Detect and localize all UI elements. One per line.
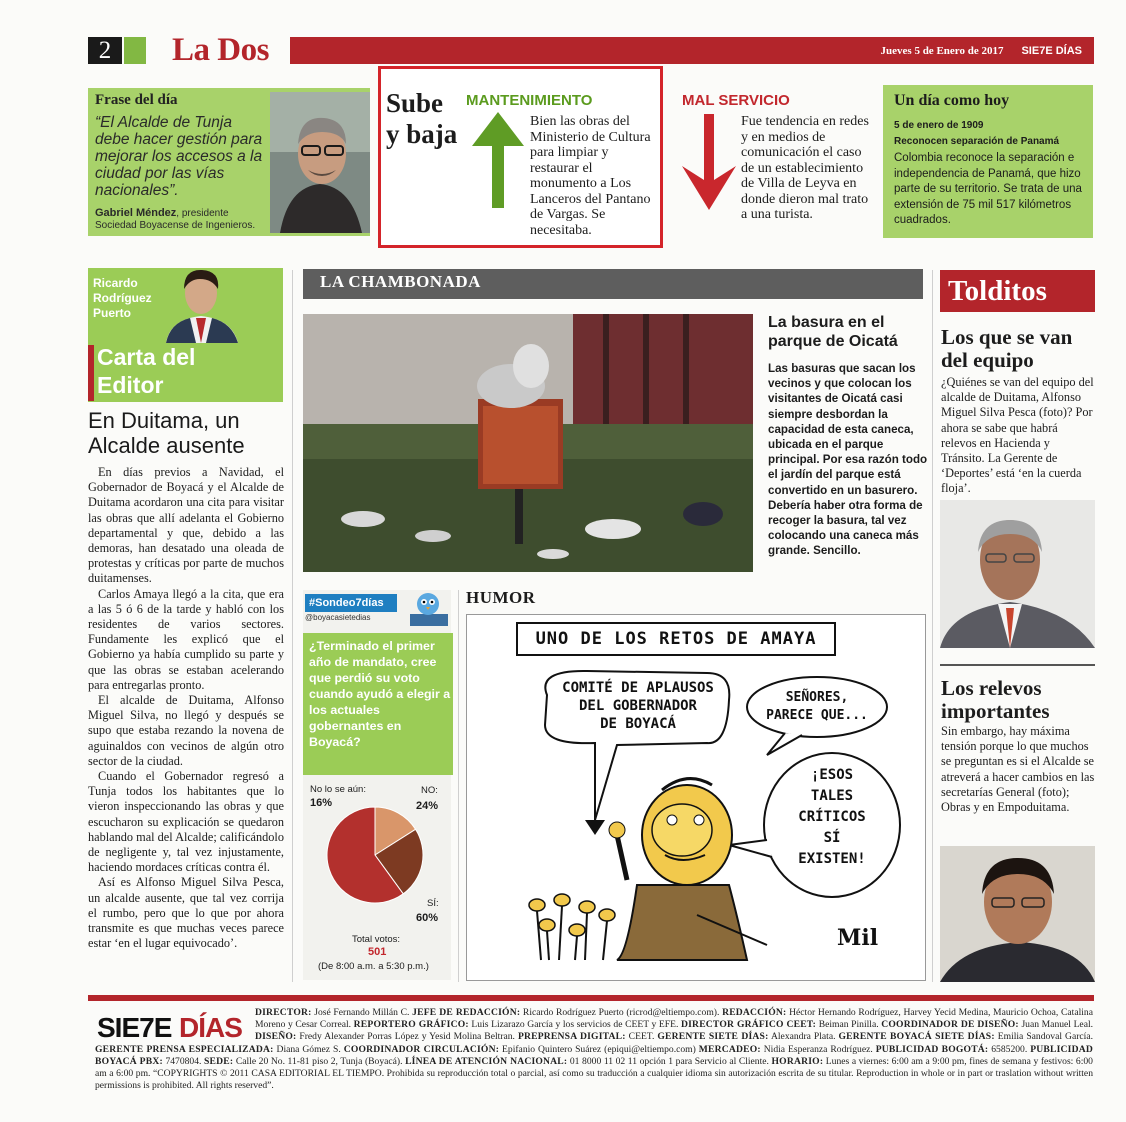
pie-label-si: SÍ: — [427, 898, 439, 909]
toldito-item1-photo — [940, 500, 1095, 648]
credit-value: Diana Gómez S. — [273, 1043, 344, 1055]
editor-paragraph: Carlos Amaya llegó a la cita, que era a las 5 ó 6 de la tarde y habló con los residentes de varios sectores. Fundamente les explicó que el Gobierno ya había cumplido su parte y que las obras se estaban acelerando para entregarlas pronto. — [88, 586, 284, 692]
carta-title-line1: Carta del — [97, 344, 196, 370]
credit-value: Calle 20 No. 11-81 piso 2, Tunja (Boyacá). — [233, 1055, 406, 1067]
toldito-item2-text: Sin embargo, hay máxima tensión porque lo que muchos se preguntan es si el Alcalde se atreverá a hacer cambios en las secretarías General (foto); Obras y en Empoduitama. — [941, 724, 1095, 815]
credit-label: PUBLICIDAD BOGOTÁ: — [875, 1043, 989, 1055]
footer-copyright: “COPYRIGHTS © 2011 CASA EDITORIAL EL TIEMPO. Prohibida su reproducción total o parcial, así como su traducción a cualquier idioma sin autorización escrita de su titular. Reproduction in whole or in part or traslation without written permissions is prohibited. All rights reserved”. — [95, 1068, 1093, 1092]
sube-baja-title — [386, 88, 457, 150]
up-label: MANTENIMIENTO — [466, 92, 593, 109]
credit-label: GERENTE SIETE DÍAS: — [657, 1031, 769, 1043]
svg-text:SIE7E: SIE7E — [97, 1012, 172, 1043]
column-rule — [458, 590, 459, 982]
un-dia-subtitle: Reconocen separación de Panamá — [894, 136, 1060, 147]
credit-label: LÍNEA DE ATENCIÓN NACIONAL: — [405, 1055, 568, 1067]
cartoon-sign-line1: COMITÉ DE APLAUSOS — [562, 680, 714, 696]
frase-author-photo — [270, 92, 370, 233]
credit-value: Nidia Esperanza Rodríguez. — [760, 1043, 876, 1055]
credit-label: COORDINADOR DE DISEÑO: — [881, 1019, 1019, 1031]
pie-value-no: 24% — [416, 800, 439, 812]
credit-value: CEET. — [625, 1031, 658, 1043]
pie-value-nose: 16% — [310, 797, 333, 809]
credit-label: REDACCIÓN: — [722, 1007, 787, 1018]
credit-value: Lunes a viernes: 6:00 am a 9:00 pm, fines de semana y festivos: 6:00 am a 6:00 pm. — [95, 1055, 1093, 1080]
editor-paragraph: Así es Alfonso Miguel Silva Pesca, un alcalde ausente, que tal vez corrija el rumbo, pero que lo que por ahora transmite es que muchas veces parece estar ‘en el lugar equivocado’. — [88, 875, 284, 951]
credit-value: José Fernando Millán C. — [311, 1007, 413, 1018]
sondeo-time-range: (De 8:00 a.m. a 5:30 p.m.) — [318, 961, 429, 972]
un-dia-date: 5 de enero de 1909 — [894, 120, 984, 131]
cartoon-sign-line3: DE BOYACÁ — [600, 716, 676, 732]
bubble2-line2: TALES — [810, 788, 854, 804]
editor-name-line3: Puerto — [93, 306, 132, 320]
frase-quote: “El Alcalde de Tunja debe hacer gestión para mejorar los accesos a la ciudad por las vías nacionales”. — [95, 114, 263, 199]
frase-author-name: Gabriel Méndez — [95, 207, 177, 219]
header-bar — [290, 37, 1094, 64]
un-dia-title: Un día como hoy — [894, 92, 1010, 109]
credit-value: 01 8000 11 02 11 opción 1 para Servicio al Cliente. — [567, 1055, 772, 1067]
editor-headline: En Duitama, un Alcalde ausente — [88, 408, 245, 458]
bubble1-line2: PARECE QUE... — [766, 708, 868, 723]
total-votes-label: Total votos: — [352, 934, 401, 945]
credit-label: COORDINADOR CIRCULACIÓN: — [343, 1043, 500, 1055]
cartoon-sign-line2: DEL GOBERNADOR — [578, 698, 697, 714]
pie-label-no: NO: — [421, 785, 438, 796]
editor-body — [88, 465, 284, 952]
header-date: Jueves 5 de Enero de 2017 — [880, 44, 1004, 57]
cartoon-bubble-2 — [772, 765, 892, 870]
credit-label: SEDE: — [204, 1055, 234, 1067]
header-green-strip — [124, 37, 146, 64]
arrow-up-icon — [470, 110, 526, 210]
editor-paragraph: El alcalde de Duitama, Alfonso Miguel Silva, no llegó y después se supo que estaba rezando la novena de aguinaldos con vecinos de algún otro sector de la ciudad. — [88, 693, 284, 768]
chambonada-photo — [303, 314, 753, 572]
bird-icon — [408, 590, 450, 628]
footer-credits — [95, 1007, 1093, 1092]
toldito-item1-text: ¿Quiénes se van del equipo del alcalde de Duitama, Alfonso Miguel Silva Pesca (foto)? Por ahora se sabe que habrá relevos en Hacienda y Tránsito. La Gerente de ‘Deportes’ está ‘en la cuerda floja’. — [941, 375, 1094, 496]
carta-title — [97, 343, 195, 399]
credit-value: Emilia Sandoval García. — [994, 1031, 1093, 1043]
un-dia-text: Colombia reconoce la separación e independencia de Panamá, que hizo parte de su territorio. Se trata de una extensión de 75 mil 517 kilómetros cuadrados. — [894, 152, 1082, 226]
credit-value: Ricardo Rodríguez Puerto (ricrod@eltiempo.com). — [520, 1007, 723, 1018]
sube-baja-title-line2: y baja — [386, 119, 458, 149]
toldito-item2-title: Los relevos importantes — [941, 676, 1050, 723]
credit-label: DIRECTOR: — [255, 1007, 312, 1018]
down-text: Fue tendencia en redes y en medios de comunicación el caso de un establecimiento de Villa de Leyva en donde dieron mal trato a una turista. — [741, 114, 869, 222]
credit-value: Epifanio Quintero Suárez (epiqui@eltiempo.com) — [499, 1043, 699, 1055]
toldito-item1-title: Los que se van del equipo — [941, 325, 1073, 372]
header-brand: SIE7E DÍAS — [1021, 44, 1082, 57]
bubble2-line5: EXISTEN! — [798, 851, 866, 867]
credit-value: Juan Manuel Leal. — [1018, 1019, 1094, 1031]
credit-value: 7470804. — [162, 1055, 204, 1067]
footer-bar — [88, 995, 1094, 1001]
column-rule — [932, 270, 933, 982]
bubble1-line1: SEÑORES, — [785, 690, 849, 705]
footer-logo — [95, 1007, 255, 1043]
bubble2-line1: ¡ESOS — [810, 767, 854, 783]
credit-value: Fredy Alexander Porras López y Yesid Molina Beltran. — [296, 1031, 518, 1043]
sondeo-question: ¿Terminado el primer año de mandato, cree que perdió su voto cuando ayudó a elegir a los actuales gobernantes en Boyacá? — [309, 639, 451, 749]
frase-author-org: Sociedad Boyacense de Ingenieros. — [95, 220, 256, 231]
sondeo-tag: #Sondeo7días — [305, 594, 397, 612]
chambonada-title: La basura en el parque de Oicatá — [768, 314, 898, 350]
page-number: 2 — [88, 37, 122, 64]
credit-label: JEFE DE REDACCIÓN: — [412, 1007, 521, 1018]
cartoonist-signature: Mil — [837, 925, 879, 951]
svg-text:DÍAS: DÍAS — [179, 1012, 242, 1043]
cartoon-title: UNO DE LOS RETOS DE AMAYA — [535, 629, 817, 649]
frase-author-role: , presidente — [176, 208, 229, 219]
frase-author — [95, 207, 285, 232]
up-text: Bien las obras del Ministerio de Cultura para limpiar y restaurar el monumento a Los Lanceros del Pantano de Vargas. Se necesitaba. — [530, 114, 651, 238]
toldito-item2-photo — [940, 846, 1095, 982]
credit-value: Alexandra Plata. — [768, 1031, 839, 1043]
editor-photo — [160, 263, 242, 343]
cartoon-sign — [543, 679, 733, 733]
column-rule — [292, 270, 293, 982]
toldito-section-title: Tolditos — [940, 270, 1095, 312]
bubble2-line3: CRÍTICOS — [798, 809, 866, 825]
credit-label: DISEÑO: — [255, 1031, 297, 1043]
sie7edias-logo — [95, 1007, 250, 1043]
editor-name-line2: Rodríguez — [93, 291, 152, 305]
arrow-down-icon — [680, 112, 738, 212]
down-label: MAL SERVICIO — [682, 92, 790, 109]
pie-label-nose: No lo se aún: — [310, 784, 366, 795]
sondeo-pie-chart — [325, 805, 425, 905]
editor-paragraph: Cuando el Gobernador regresó a Tunja todos los habitantes que lo vieron inspeccionando las obras y que escucharon su explicación se quedaron hablando mal del Alcalde; calificándolo de negligente y, tal vez injustamente, haciendo mordaces críticas contra él. — [88, 769, 284, 875]
credit-value: 6585200. — [988, 1043, 1031, 1055]
credit-value: Luis Lizarazo García y los servicios de CEET y EFE. — [468, 1019, 681, 1031]
editor-name — [93, 276, 152, 321]
credit-label: DIRECTOR GRÁFICO CEET: — [681, 1019, 817, 1031]
credit-label: MERCADEO: — [698, 1043, 761, 1055]
credit-value: Beiman Pinilla. — [816, 1019, 882, 1031]
section-title: La Dos — [172, 32, 269, 68]
total-votes-value: 501 — [368, 946, 387, 958]
carta-red-bar — [88, 345, 94, 401]
carta-title-line2: Editor — [97, 372, 164, 398]
credit-label: PREPRENSA DIGITAL: — [517, 1031, 626, 1043]
pie-value-si: 60% — [416, 912, 439, 924]
editor-paragraph: En días previos a Navidad, el Gobernador de Boyacá y el Alcalde de Duitama acordaron una cita para visitar las obras que allí adelanta el Gobierno departamental y que, debido a las demoras, han desatado una oleada de protestas y críticas por parte de muchos duitamenses. — [88, 465, 284, 586]
toldito-divider — [940, 664, 1095, 666]
credit-label: GERENTE PRENSA ESPECIALIZADA: — [95, 1043, 274, 1055]
sube-baja-title-line1: Sube — [386, 88, 444, 118]
frase-label: Frase del día — [95, 92, 178, 108]
credit-label: REPORTERO GRÁFICO: — [353, 1019, 469, 1031]
sondeo-handle: @boyacasietedias — [305, 613, 371, 622]
cartoon-bubble-1 — [752, 689, 882, 725]
credit-label: PUBLICIDAD BOYACÁ PBX: — [95, 1043, 1093, 1067]
credit-label: HORARIO: — [771, 1055, 824, 1067]
chambonada-label: LA CHAMBONADA — [320, 272, 481, 291]
credit-label: GERENTE BOYACÁ SIETE DÍAS: — [838, 1031, 995, 1043]
credit-value: Héctor Hernando Rodríguez, Harvey Yecid Medina, Mauricio Ochoa, Catalina Moreno y Cesar Correal. — [255, 1007, 1093, 1031]
humor-label: HUMOR — [466, 588, 536, 607]
humor-cartoon — [466, 614, 926, 981]
chambonada-text: Las basuras que sacan los vecinos y que colocan los visitantes de Oicatá casi siempre desbordan la capacidad de esta caneca, ubicada en el parque principal. Por esa razón todo el jardín del parque está convertido en un basurero. Debería haber otra forma de recoger la basura, tal vez colocando una caneca más grande. Sencillo. — [768, 362, 928, 558]
editor-name-line1: Ricardo — [93, 276, 138, 290]
bubble2-line4: SÍ — [823, 830, 841, 846]
